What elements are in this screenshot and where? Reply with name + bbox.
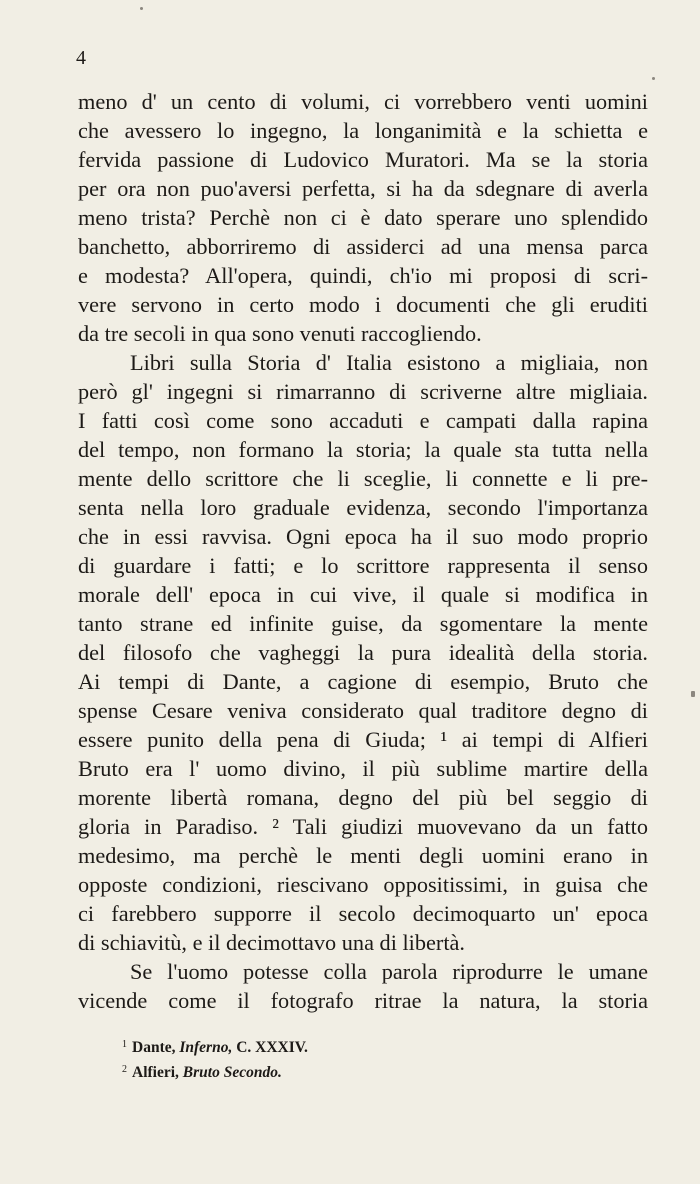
paragraph-start-line: Se l'uomo potesse colla parola riprodurre le umane bbox=[130, 959, 648, 984]
text-line: ci farebbero supporre il secolo decimoquarto un' epoca bbox=[78, 901, 648, 926]
text-line: I fatti così come sono accaduti e campati dalla rapina bbox=[78, 408, 648, 433]
footnote-author: Dante, bbox=[132, 1039, 176, 1056]
text-line: opposte condizioni, riescivano oppositissimi, in guisa che bbox=[78, 872, 648, 897]
paper-speck bbox=[652, 77, 655, 80]
text-line: del tempo, non formano la storia; la quale sta tutta nella bbox=[78, 437, 648, 462]
text-line: mente dello scrittore che li sceglie, li connette e li pre- bbox=[78, 466, 648, 491]
footnote-marker: 2 bbox=[122, 1064, 127, 1075]
text-line: Bruto era l' uomo divino, il più sublime martire della bbox=[78, 756, 648, 781]
text-line: però gl' ingegni si rimarranno di scriverne altre migliaia. bbox=[78, 379, 648, 404]
text-line: Ai tempi di Dante, a cagione di esempio, Bruto che bbox=[78, 669, 648, 694]
text-line: morente libertà romana, degno del più bel seggio di bbox=[78, 785, 648, 810]
footnote-author: Alfieri, bbox=[132, 1064, 179, 1081]
text-line: di guardare i fatti; e lo scrittore rappresenta il senso bbox=[78, 553, 648, 578]
text-line: medesimo, ma perchè le menti degli uomini erano in bbox=[78, 843, 648, 868]
paragraph-start-line: Libri sulla Storia d' Italia esistono a migliaia, non bbox=[130, 350, 648, 375]
text-line: morale dell' epoca in cui vive, il quale si modifica in bbox=[78, 582, 648, 607]
footnote-reference: C. XXXIV. bbox=[236, 1039, 308, 1056]
paper-speck bbox=[691, 691, 695, 697]
text-line: spense Cesare veniva considerato qual traditore degno di bbox=[78, 698, 648, 723]
footnote-work-title: Inferno, bbox=[179, 1039, 233, 1056]
text-line: vere servono in certo modo i documenti che gli eruditi bbox=[78, 292, 648, 317]
paper-speck bbox=[140, 7, 143, 10]
footnote-marker: 1 bbox=[122, 1039, 127, 1050]
text-line: meno d' un cento di volumi, ci vorrebbero venti uomini bbox=[78, 89, 648, 114]
text-line: e modesta? All'opera, quindi, ch'io mi proposi di scri- bbox=[78, 263, 648, 288]
text-line: del filosofo che vagheggi la pura idealità della storia. bbox=[78, 640, 648, 665]
text-line: per ora non puo'aversi perfetta, si ha da sdegnare di averla bbox=[78, 176, 648, 201]
footnotes bbox=[122, 1032, 308, 1082]
text-line: senta nella loro graduale evidenza, secondo l'importanza bbox=[78, 495, 648, 520]
text-line: banchetto, abborriremo di assiderci ad una mensa parca bbox=[78, 234, 648, 259]
footnote bbox=[122, 1032, 308, 1057]
text-line: vicende come il fotografo ritrae la natura, la storia bbox=[78, 988, 648, 1013]
text-line: che in essi ravvisa. Ogni epoca ha il suo modo proprio bbox=[78, 524, 648, 549]
footnote-work-title: Bruto Secondo. bbox=[182, 1064, 282, 1081]
text-line: che avessero lo ingegno, la longanimità e la schietta e bbox=[78, 118, 648, 143]
page-number: 4 bbox=[76, 47, 86, 69]
text-line: gloria in Paradiso. ² Tali giudizi muovevano da un fatto bbox=[78, 814, 648, 839]
footnote bbox=[122, 1057, 308, 1082]
text-line: fervida passione di Ludovico Muratori. Ma se la storia bbox=[78, 147, 648, 172]
text-line: meno trista? Perchè non ci è dato sperare uno splendido bbox=[78, 205, 648, 230]
text-line: essere punito della pena di Giuda; ¹ ai tempi di Alfieri bbox=[78, 727, 648, 752]
text-line: di schiavitù, e il decimottavo una di libertà. bbox=[78, 930, 465, 955]
text-line: tanto strane ed infinite guise, da sgomentare la mente bbox=[78, 611, 648, 636]
text-line: da tre secoli in qua sono venuti raccogliendo. bbox=[78, 321, 482, 346]
